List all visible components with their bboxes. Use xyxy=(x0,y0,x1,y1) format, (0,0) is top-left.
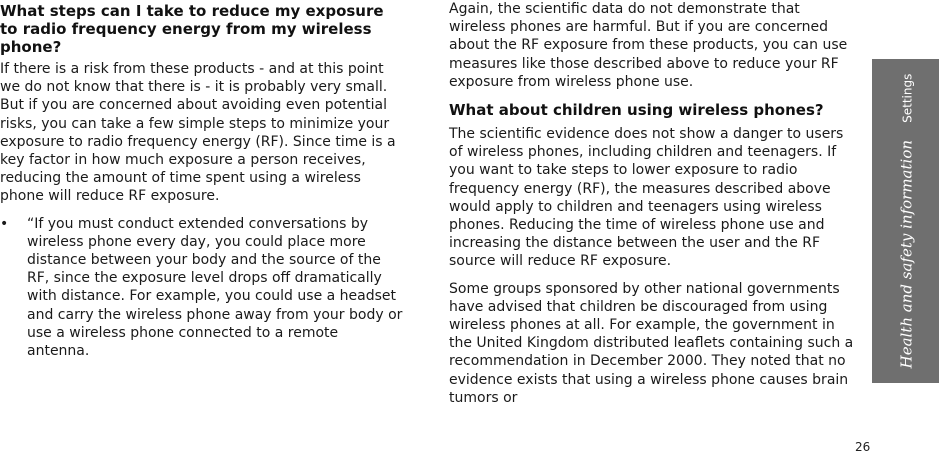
body-paragraph: Again, the scientific data do not demonstrate that wireless phones are harmful. But if you are concerned about the RF exposure from these products, you can use measures like those described above to reduce your RF exposure from wireless phone use. xyxy=(449,1,848,90)
section-heading: What about children using wireless phones? xyxy=(449,101,824,120)
bullet-item xyxy=(0,215,404,361)
right-column xyxy=(449,0,854,407)
bullet-text: “If you must conduct extended conversations by wireless phone every day, you could place more distance between your body and the source of the RF, since the exposure level drops off dramatically with distance. For example, you could use a headset and carry the wireless phone away from your body or use a wireless phone connected to a remote antenna. xyxy=(27,215,403,360)
side-tab-subtitle: Settings xyxy=(900,73,914,123)
page-number: 26 xyxy=(855,440,871,454)
bullet-marker: • xyxy=(0,215,9,232)
section-heading: What steps can I take to reduce my exposure to radio frequency energy from my wireless phone? xyxy=(0,2,384,56)
section-side-tab xyxy=(872,59,939,383)
side-tab-title: Health and safety information xyxy=(897,139,915,369)
left-column xyxy=(0,0,404,360)
body-paragraph: Some groups sponsored by other national governments have advised that children be discouraged from using wireless phones at all. For example, the government in the United Kingdom distributed leaflets containing such a recommendation in December 2000. They noted that no evidence exists that using a wireless phone causes brain tumors or xyxy=(449,280,854,406)
body-paragraph: If there is a risk from these products - and at this point we do not know that there is - it is probably very small. But if you are concerned about avoiding even potential risks, you can take a few simple steps to minimize your exposure to radio frequency energy (RF). Since time is a key factor in how much exposure a person receives, reducing the amount of time spent using a wireless phone will reduce RF exposure. xyxy=(0,61,396,205)
body-paragraph: The scientific evidence does not show a danger to users of wireless phones, including children and teenagers. If you want to take steps to lower exposure to radio frequency energy (RF), the measures described above would apply to children and teenagers using wireless phones. Reducing the time of wireless phone use and increasing the distance between the user and the RF source will reduce RF exposure. xyxy=(449,126,844,270)
side-tab-label xyxy=(896,74,915,369)
